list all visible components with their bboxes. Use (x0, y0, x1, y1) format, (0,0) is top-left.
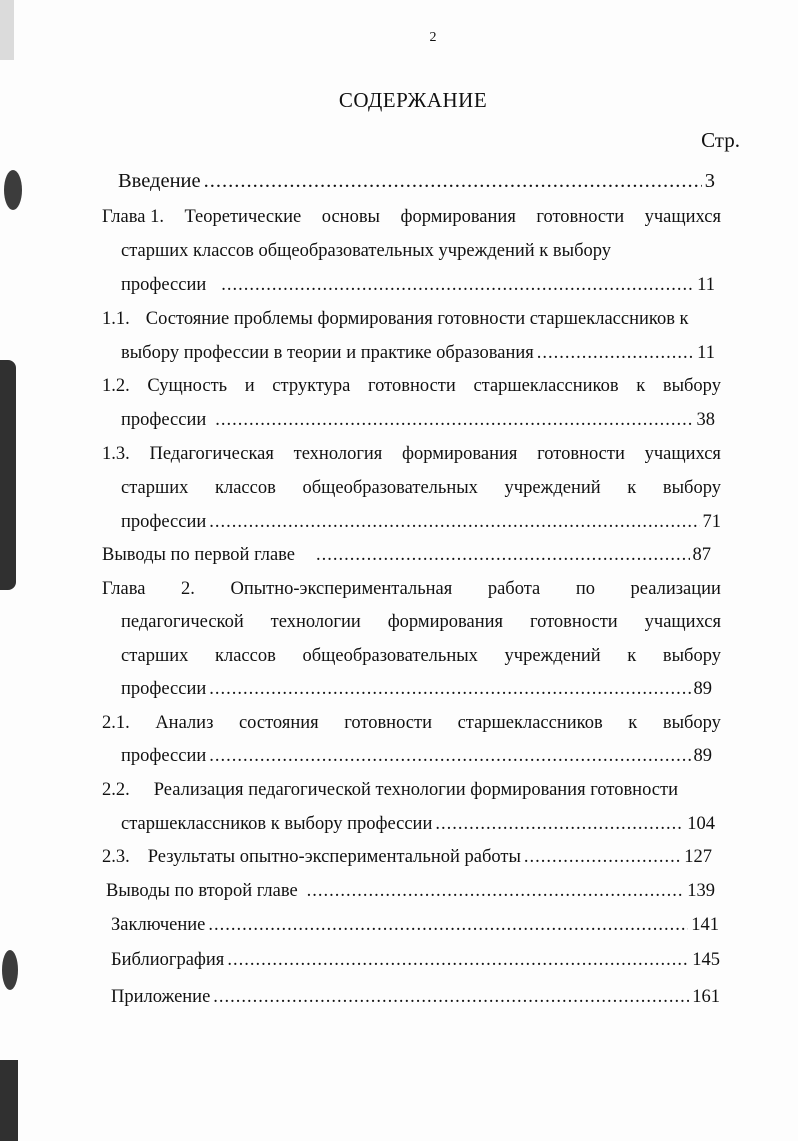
toc-word: учащихся (644, 612, 721, 632)
toc-label: Выводы по второй главе (106, 881, 298, 901)
toc-word: к (628, 713, 638, 733)
toc-word: Сущность (147, 376, 228, 396)
toc-entry-section-2-3[interactable] (102, 848, 712, 867)
toc-section-number: 1.2. (102, 376, 130, 396)
toc-word: работа (487, 579, 541, 599)
toc-word: 2.1. (102, 713, 130, 733)
toc-word: классов (215, 478, 276, 498)
toc-word: технология (293, 444, 383, 464)
toc-leader-dots (213, 988, 689, 1007)
toc-word: старших (121, 646, 189, 666)
toc-word: старших (121, 478, 189, 498)
toc-word: общеобразовательных (302, 646, 478, 666)
toc-entry-section-1-3-page[interactable] (121, 513, 721, 532)
toc-word: выбору (662, 713, 721, 733)
page-title: СОДЕРЖАНИЕ (338, 88, 488, 112)
toc-word: к (627, 646, 637, 666)
toc-page: 87 (692, 545, 711, 565)
toc-word: выбору (662, 478, 721, 498)
toc-word: по (575, 579, 595, 599)
toc-word: формирования (402, 444, 518, 464)
toc-word: 2. (181, 579, 195, 599)
toc-entry-section-1-2-page[interactable] (121, 411, 715, 430)
scan-smudge-blob-2 (2, 950, 18, 990)
toc-page: 139 (687, 881, 715, 901)
toc-leader-dots (209, 747, 690, 766)
toc-entry-chapter-2[interactable] (102, 580, 721, 599)
toc-word: общеобразовательных (302, 478, 478, 498)
toc-word: Опытно-экспериментальная (230, 579, 453, 599)
toc-leader-dots (307, 882, 685, 901)
toc-line: Состояние проблемы формирования готовности старшеклассников к (145, 309, 689, 329)
toc-word: выбору (662, 376, 721, 396)
toc-label: профессии (121, 746, 207, 766)
toc-word: Анализ (155, 713, 214, 733)
scan-smudge-left-edge (0, 360, 16, 590)
toc-entry-section-2-1-page[interactable] (121, 747, 712, 766)
scan-smudge-blob (4, 170, 22, 210)
toc-label: профессии (121, 275, 207, 295)
toc-entry-section-1-3[interactable] (102, 445, 721, 464)
toc-label: профессии (121, 679, 207, 699)
toc-label: профессии (121, 410, 207, 430)
toc-line: старших классов общеобразовательных учреждений к выбору (121, 241, 611, 261)
toc-page: 161 (692, 987, 720, 1007)
toc-word: Глава (102, 579, 146, 599)
toc-entry-conclusions-2[interactable] (106, 882, 715, 901)
toc-page: 104 (687, 814, 715, 834)
toc-word: старшеклассников (457, 713, 603, 733)
toc-word: готовности (537, 444, 625, 464)
toc-word: старшеклассников (473, 376, 619, 396)
toc-entry-section-2-2-page[interactable] (121, 815, 715, 834)
toc-leader-dots (221, 276, 694, 295)
toc-leader-dots (209, 513, 699, 532)
page-number: 2 (429, 30, 437, 45)
toc-word: основы (321, 207, 380, 227)
toc-entry-chapter-1-page[interactable] (121, 276, 715, 295)
toc-word: Теоретические (184, 207, 302, 227)
toc-entry-chapter-1[interactable] (102, 208, 721, 227)
toc-word: готовности (536, 207, 625, 227)
toc-page: 11 (697, 275, 715, 295)
toc-entry-section-1-1[interactable] (102, 310, 689, 329)
toc-line (121, 613, 721, 632)
toc-section-number: 1.1. (102, 309, 130, 329)
toc-chapter-number: Глава 1. (102, 207, 164, 227)
toc-line (121, 479, 721, 498)
toc-page: 89 (693, 679, 712, 699)
toc-word: состояния (238, 713, 319, 733)
toc-leader-dots (435, 815, 684, 834)
toc-word: педагогической (121, 612, 244, 632)
toc-word: к (627, 478, 637, 498)
toc-word: классов (215, 646, 276, 666)
toc-word: учащихся (644, 207, 721, 227)
toc-page: 11 (697, 343, 715, 363)
toc-page: 38 (696, 410, 715, 430)
toc-line: Реализация педагогической технологии формирования готовности (153, 780, 678, 800)
toc-entry-conclusions-1[interactable] (102, 546, 711, 565)
toc-leader-dots (316, 546, 689, 565)
toc-section-number: 1.3. (102, 444, 130, 464)
toc-page: 127 (684, 847, 712, 867)
toc-leader-dots (208, 916, 688, 935)
toc-leader-dots (209, 680, 690, 699)
toc-label: старшеклассников к выбору профессии (121, 814, 433, 834)
toc-entry-section-1-1-page[interactable] (121, 344, 715, 363)
toc-section-number: 2.2. (102, 780, 130, 800)
toc-page: 89 (693, 746, 712, 766)
toc-line (121, 647, 721, 666)
toc-word: учащихся (644, 444, 721, 464)
toc-entry-bibliography[interactable] (111, 951, 720, 970)
toc-page: 3 (704, 170, 715, 192)
toc-leader-dots (537, 344, 694, 363)
toc-word: готовности (529, 612, 618, 632)
toc-entry-intro[interactable] (118, 171, 715, 192)
toc-label: Приложение (111, 987, 211, 1007)
toc-page: 71 (702, 512, 721, 532)
toc-leader-dots (227, 951, 689, 970)
toc-label: Введение (118, 170, 201, 192)
toc-word: и (244, 376, 255, 396)
toc-entry-appendix[interactable] (111, 988, 720, 1007)
toc-label: Результаты опытно-экспериментальной работы (147, 847, 521, 867)
toc-entry-chapter-2-page[interactable] (121, 680, 712, 699)
toc-entry-section-1-2[interactable] (102, 377, 721, 396)
toc-word: готовности (368, 376, 456, 396)
scan-smudge-bottom (0, 1060, 18, 1141)
toc-label: выбору профессии в теории и практике образования (121, 343, 534, 363)
toc-word: Педагогическая (149, 444, 274, 464)
toc-word: учреждений (504, 478, 601, 498)
toc-word: учреждений (504, 646, 601, 666)
toc-label: Выводы по первой главе (102, 545, 296, 565)
toc-label: профессии (121, 512, 207, 532)
toc-label: Библиография (111, 950, 225, 970)
toc-leader-dots (524, 848, 681, 867)
toc-word: выбору (662, 646, 721, 666)
toc-word: реализации (630, 579, 721, 599)
toc-entry-section-2-2[interactable] (102, 781, 678, 800)
toc-word: формирования (387, 612, 504, 632)
toc-label: Заключение (111, 915, 206, 935)
toc-word: готовности (344, 713, 432, 733)
toc-word: структура (272, 376, 351, 396)
toc-leader-dots (215, 411, 693, 430)
toc-word: к (636, 376, 646, 396)
page-column-label: Стр. (701, 128, 740, 152)
toc-word: технологии (270, 612, 361, 632)
toc-entry-section-2-1[interactable] (102, 714, 721, 733)
toc-entry-conclusion[interactable] (111, 916, 719, 935)
toc-page: 141 (691, 915, 719, 935)
toc-word: формирования (400, 207, 516, 227)
toc-leader-dots (204, 171, 702, 192)
toc-page: 145 (692, 950, 720, 970)
toc-section-number: 2.3. (102, 847, 130, 867)
